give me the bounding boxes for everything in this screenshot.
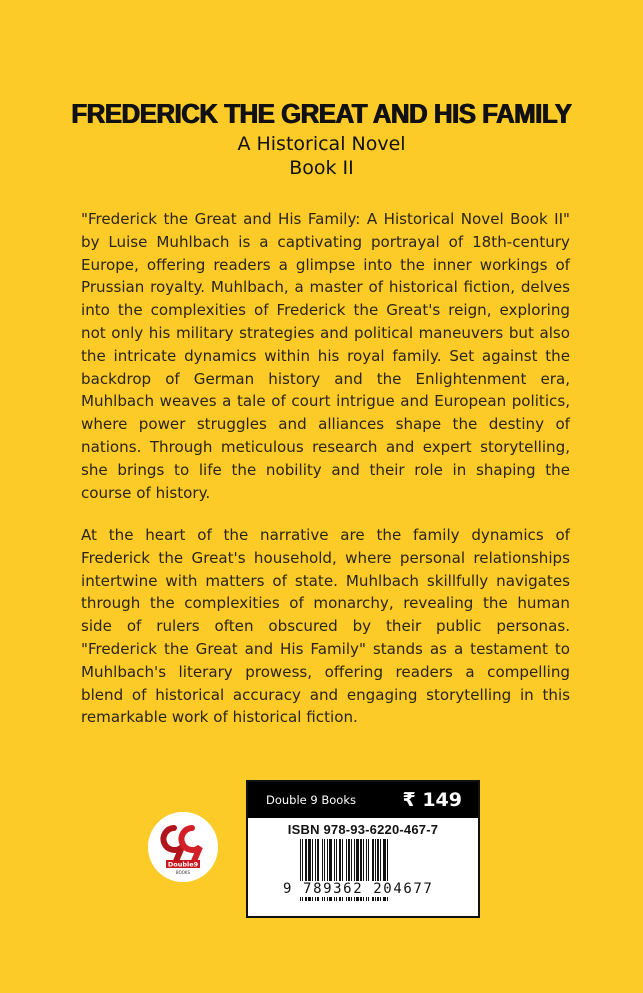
svg-text:Double9: Double9 <box>167 860 199 869</box>
svg-text:BOOKS: BOOKS <box>175 870 191 875</box>
publisher-name: Double 9 Books <box>266 793 356 807</box>
publisher-logo <box>148 812 218 882</box>
blurb-paragraph-2: At the heart of the narrative are the family dynamics of Frederick the Great's household, where personal relationships intertwine with matters of state. Muhlbach skillfully navigates through the complexities of monarchy, revealing the human side of rulers often obscured by their public personas. "Frederick the Great and His Family" stands as a testament to Muhlbach's literary prowess, offering readers a compelling blend of historical accuracy and engaging storytelling in this remarkable work of historical fiction. <box>81 526 570 727</box>
barcode-digits-text: 9 789362 204677 <box>283 881 434 897</box>
barcode-box <box>246 780 480 918</box>
blurb-paragraph-1: "Frederick the Great and His Family: A Historical Novel Book II" by Luise Muhlbach is a captivating portrayal of 18th-century Europe, offering readers a glimpse into the inner workings of Prussian royalty. Muhlbach, a master of historical fiction, delves into the complexities of Frederick the Great's reign, exploring not only his military strategies and political maneuvers but also the intricate dynamics within his royal family. Set against the backdrop of German history and the Enlightenment era, Muhlbach weaves a tale of court intrigue and European politics, where power struggles and alliances shape the destiny of nations. Through meticulous research and expert storytelling, she brings to life the nobility and their role in shaping the course of history. <box>81 210 570 502</box>
barcode-header <box>248 782 478 818</box>
book-volume: Book II <box>289 157 354 179</box>
double-9-logo-icon <box>148 812 218 882</box>
barcode-digits <box>282 881 434 897</box>
isbn-label: ISBN 978-93-6220-467-7 <box>287 822 439 837</box>
book-subtitle: A Historical Novel <box>237 133 406 155</box>
book-title: FREDERICK THE GREAT AND HIS FAMILY <box>71 98 572 129</box>
price-label: ₹ 149 <box>402 789 462 811</box>
